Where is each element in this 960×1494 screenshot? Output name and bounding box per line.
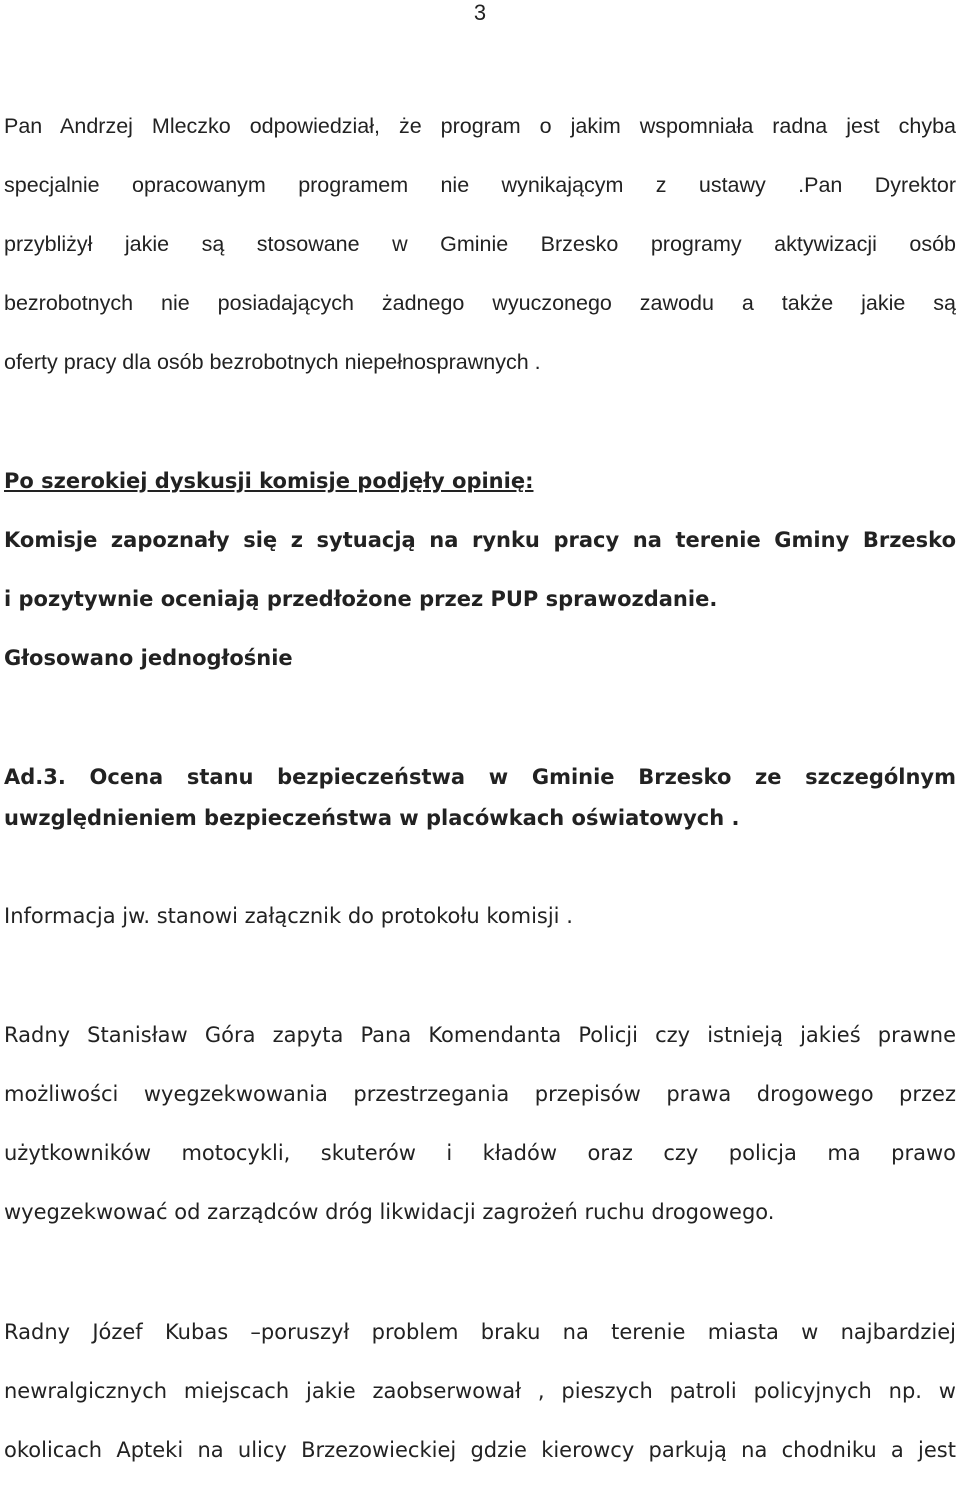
opinion-section <box>4 466 956 702</box>
paragraph-gora <box>4 1020 956 1256</box>
text-line: specjalnie opracowanym programem nie wynikającym z ustawy .Pan Dyrektor <box>4 173 956 197</box>
opinion-line: i pozytywnie oceniają przedłożone przez PUP sprawozdanie. <box>4 587 718 611</box>
text-line: wyegzekwować od zarządców dróg likwidacji zagrożeń ruchu drogowego. <box>4 1200 775 1224</box>
agenda-title-line: uwzględnieniem bezpieczeństwa w placówkach oświatowych . <box>4 806 740 830</box>
paragraph-kubas <box>4 1317 956 1494</box>
text-line: możliwości wyegzekwowania przestrzegania przepisów prawa drogowego przez <box>4 1082 956 1106</box>
page-number: 3 <box>473 0 487 25</box>
agenda-item-3 <box>4 762 956 862</box>
paragraph-mleczko <box>4 111 956 406</box>
agenda-title-line: Ad.3. Ocena stanu bezpieczeństwa w Gminie Brzesko ze szczególnym <box>4 765 956 789</box>
text-line: bezrobotnych nie posiadających żadnego wyuczonego zawodu a także jakie są <box>4 291 956 315</box>
text-line: Radny Stanisław Góra zapyta Pana Komendanta Policji czy istnieją jakieś prawne <box>4 1023 956 1047</box>
info-line <box>4 901 956 960</box>
text-line: Radny Józef Kubas –poruszył problem braku na terenie miasta w najbardziej <box>4 1320 956 1344</box>
text-line: newralgicznych miejscach jakie zaobserwował , pieszych patroli policyjnych np. w <box>4 1379 956 1403</box>
opinion-heading: Po szerokiej dyskusji komisje podjęły opinię: <box>4 469 534 493</box>
text-line: okolicach Apteki na ulicy Brzezowieckiej gdzie kierowcy parkują na chodniku a jest <box>4 1438 956 1462</box>
info-text: Informacja jw. stanowi załącznik do protokołu komisji . <box>4 904 573 928</box>
text-line: oferty pracy dla osób bezrobotnych niepełnosprawnych . <box>4 350 541 374</box>
text-line: przybliżył jakie są stosowane w Gminie Brzesko programy aktywizacji osób <box>4 232 956 256</box>
vote-result: Głosowano jednogłośnie <box>4 646 293 670</box>
text-line: użytkowników motocykli, skuterów i kładów oraz czy policja ma prawo <box>4 1141 956 1165</box>
text-line: Pan Andrzej Mleczko odpowiedział, że program o jakim wspomniała radna jest chyba <box>4 114 956 138</box>
opinion-line: Komisje zapoznały się z sytuacją na rynku pracy na terenie Gminy Brzesko <box>4 528 956 552</box>
